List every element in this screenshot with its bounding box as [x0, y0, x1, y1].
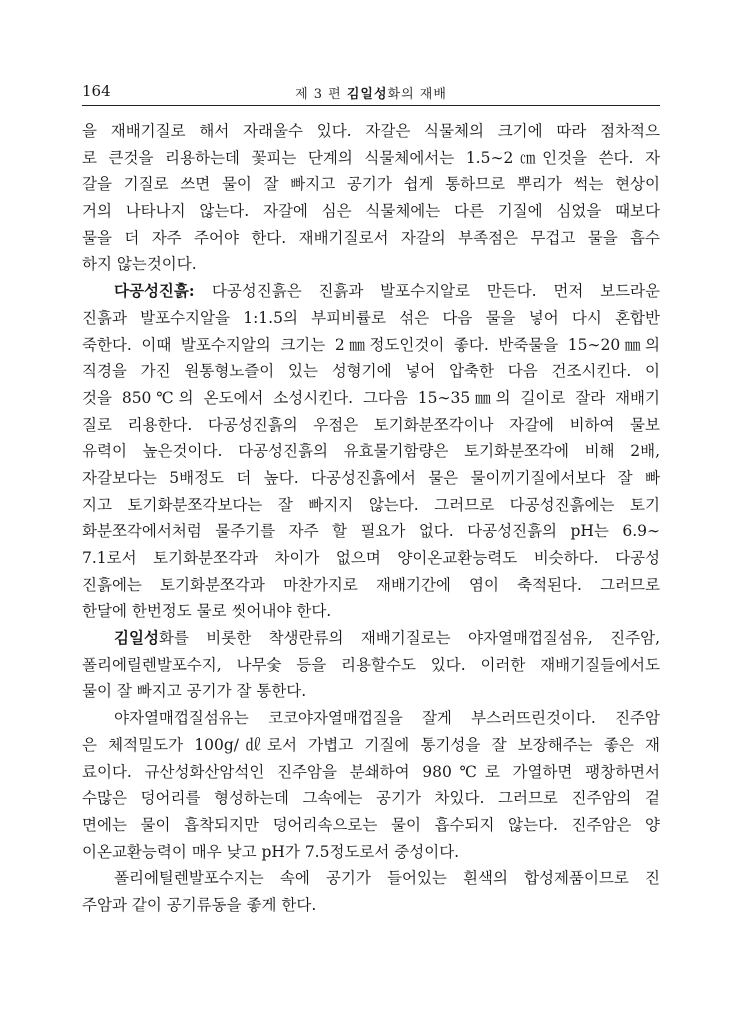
text-line: 이온교환능력이 매우 낮고 pH가 7.5정도로서 중성이다.: [82, 842, 460, 861]
text-line: 료이다. 규산성화산암석인 진주암을 분쇄하여 980℃로 가열하면 팽창하면서: [82, 762, 660, 781]
header-rule: [82, 105, 660, 106]
text-line: 야자열매껍질섬유는 코코야자열매껍질을 잘게 부스러뜨린것이다. 진주암: [114, 709, 660, 728]
text-line: 것을 850℃의 온도에서 소성시킨다. 그다음 15∼35㎜의 길이로 잘라 재배기: [82, 388, 660, 407]
text-line: 진흙에는 토기화분쪼각과 마찬가지로 재배기간에 염이 축적된다. 그러므로: [82, 575, 660, 594]
text-line: 은 체적밀도가 100g/㎗로서 가볍고 기질에 통기성을 잘 보장해주는 좋은 재: [82, 735, 660, 754]
text-line: 거의 나타나지 않는다. 자갈에 심은 식물체에는 다른 기질에 심었을 때보다: [82, 202, 660, 221]
text-line: 물을 더 자주 주어야 한다. 재배기질로서 자갈의 부족점은 무겁고 물을 흡수: [82, 228, 660, 247]
text-run: 다공성진흙은 진흙과 발포수지알로 만든다. 먼저 보드라운: [211, 282, 661, 301]
text-line: 죽한다. 이때 발포수지알의 크기는 2㎜정도인것이 좋다. 반죽물을 15∼20㎜의: [82, 335, 660, 354]
text-line: 을 재배기질로 해서 자래울수 있다. 자갈은 식물체의 크기에 따라 점차적으: [82, 122, 660, 140]
paragraph-coco-perlite: [82, 705, 660, 865]
running-head-bold: 김일성: [346, 87, 388, 102]
text-line: 한달에 한번정도 물로 씻어내야 한다.: [82, 602, 332, 621]
text-line: 물이 잘 빠지고 공기가 잘 통한다.: [82, 682, 307, 701]
section-heading: 다공성진흙:: [114, 281, 212, 301]
text-line: [82, 625, 660, 652]
text-line: [82, 278, 660, 305]
bold-name: 김일성: [114, 628, 159, 648]
text-line: 갈을 기질로 쓰면 물이 잘 빠지고 공기가 쉽게 통하므로 뿌리가 썩는 현상이: [82, 175, 660, 194]
text-line: 지고 토기화분쪼각보다는 잘 빠지지 않는다. 그러므로 다공성진흙에는 토기: [82, 495, 660, 514]
text-line: 하지 않는것이다.: [82, 255, 197, 274]
running-head-rest: 화의 재배: [387, 87, 447, 102]
paragraph-porous-clay: [82, 278, 660, 625]
paragraph-polyethylene: [82, 865, 660, 918]
text-line: 주암과 같이 공기류동을 좋게 한다.: [82, 895, 317, 914]
text-line: 자갈보다는 5배정도 더 높다. 다공성진흙에서 물은 물이끼기질에서보다 잘 빠: [82, 468, 660, 487]
text-line: 면에는 물이 흡착되지만 덩어리속으로는 물이 흡수되지 않는다. 진주암은 양: [82, 815, 660, 834]
body-text: [82, 118, 660, 919]
text-line: 유력이 높은것이다. 다공성진흙의 유효물기함량은 토기화분쪼각에 비해 2배,: [82, 442, 660, 461]
running-head: [82, 83, 660, 102]
text-line: 7.1로서 토기화분쪼각과 차이가 없으며 양이온교환능력도 비슷하다. 다공성: [82, 549, 660, 567]
page-header: [82, 80, 660, 106]
text-line: 수많은 덩어리를 형성하는데 그속에는 공기가 차있다. 그러므로 진주암의 겉: [82, 789, 660, 808]
text-line: 직경을 가진 원통형노즐이 있는 성형기에 넣어 압축한 다음 건조시킨다. 이: [82, 362, 660, 381]
text-line: 질로 리용한다. 다공성진흙의 우점은 토기화분쪼각이나 자갈에 비하여 물보: [82, 415, 660, 434]
page-number: 164: [82, 82, 111, 100]
paragraph-gravel: [82, 118, 660, 278]
text-line: 진흙과 발포수지알을 1:1.5의 부피비률로 섞은 다음 물을 넣어 다시 혼합반: [82, 308, 660, 327]
chapter-label: 제 3 편: [295, 87, 347, 102]
text-line: 폴리에릴렌발포수지, 나무숯 등을 리용할수도 있다. 이러한 재배기질들에서도: [82, 655, 660, 674]
paragraph-other-media: [82, 625, 660, 705]
text-line: 화분쪼각에서처럼 물주기를 자주 할 필요가 없다. 다공성진흙의 pH는 6.9∼: [82, 522, 660, 541]
text-line: 로 큰것을 리용하는데 꽃피는 단계의 식물체에서는 1.5∼2㎝인것을 쓴다. 자: [82, 148, 660, 167]
text-run: 화를 비롯한 착생란류의 재배기질로는 야자열매껍질섬유, 진주암,: [158, 629, 660, 648]
text-line: 폴리에틸렌발포수지는 속에 공기가 들어있는 흰색의 합성제품이므로 진: [114, 869, 660, 888]
